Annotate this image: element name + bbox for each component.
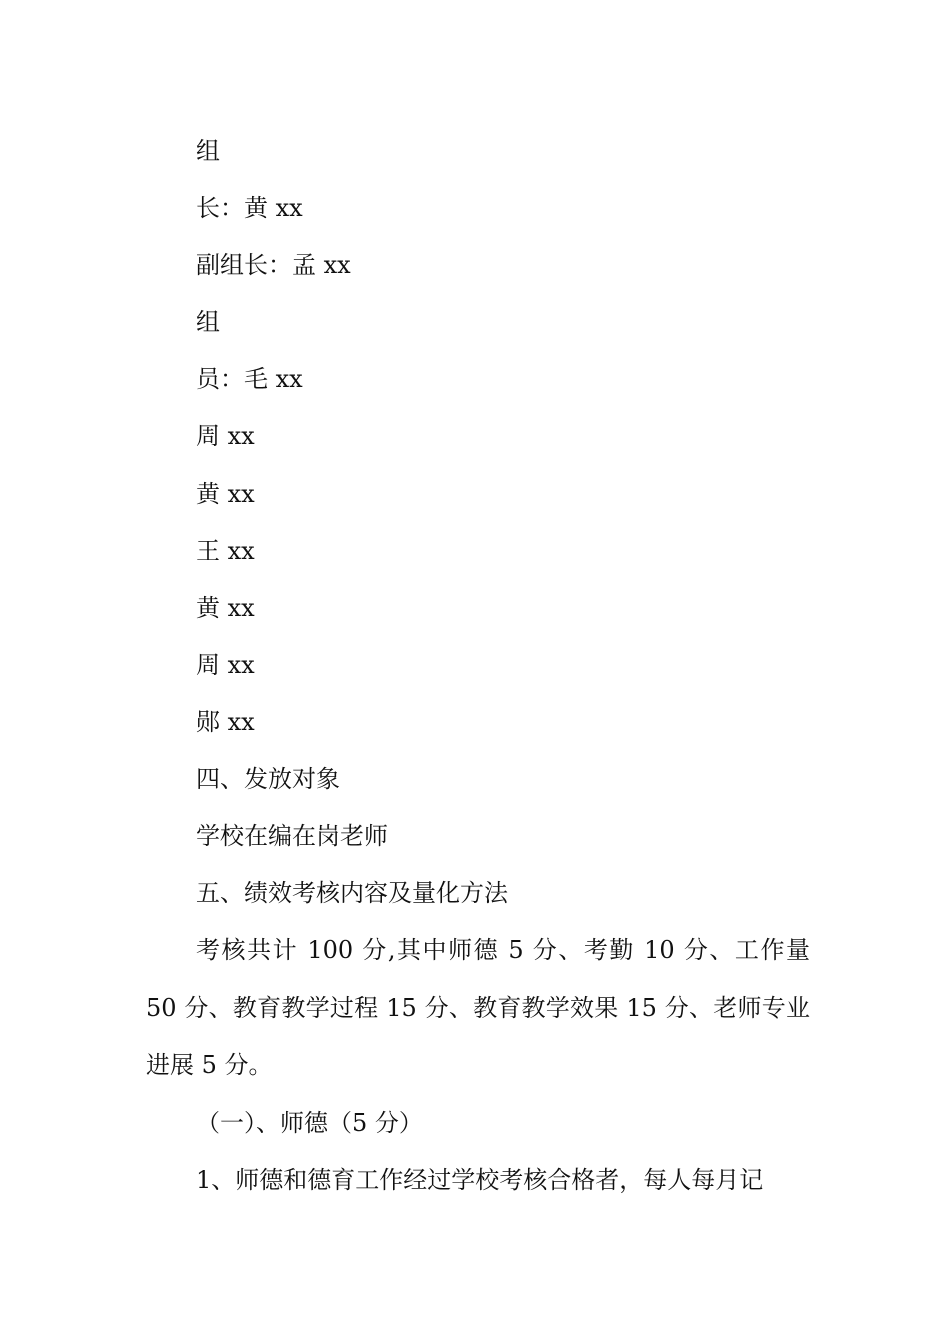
text-line: 副组长：孟 xx <box>196 251 351 279</box>
body-paragraph-start: 1、师德和德育工作经过学校考核合格者，每人每月记 <box>196 1166 764 1194</box>
body-paragraph: 考核共计 100 分,其中师德 5 分、考勤 10 分、工作量 50 分、教育教学过程 15 分、教育教学效果 15 分、老师专业进展 5 分。 <box>146 936 810 1079</box>
section-heading: 四、发放对象 <box>196 765 340 793</box>
text-line: 学校在编在岗老师 <box>196 822 388 850</box>
section-heading: 五、绩效考核内容及量化方法 <box>196 879 508 907</box>
text-line: 郧 xx <box>196 708 255 736</box>
text-line: 员：毛 xx <box>196 365 303 393</box>
text-line: 组 <box>196 137 220 165</box>
text-line: 王 xx <box>196 537 255 565</box>
text-line: 组 <box>196 308 220 336</box>
text-line: 黄 xx <box>196 594 255 622</box>
subsection-heading: （一）、师德（5 分） <box>196 1109 423 1137</box>
text-line: 黄 xx <box>196 480 255 508</box>
text-line: 周 xx <box>196 651 255 679</box>
text-line: 周 xx <box>196 422 255 450</box>
text-line: 长：黄 xx <box>196 194 303 222</box>
